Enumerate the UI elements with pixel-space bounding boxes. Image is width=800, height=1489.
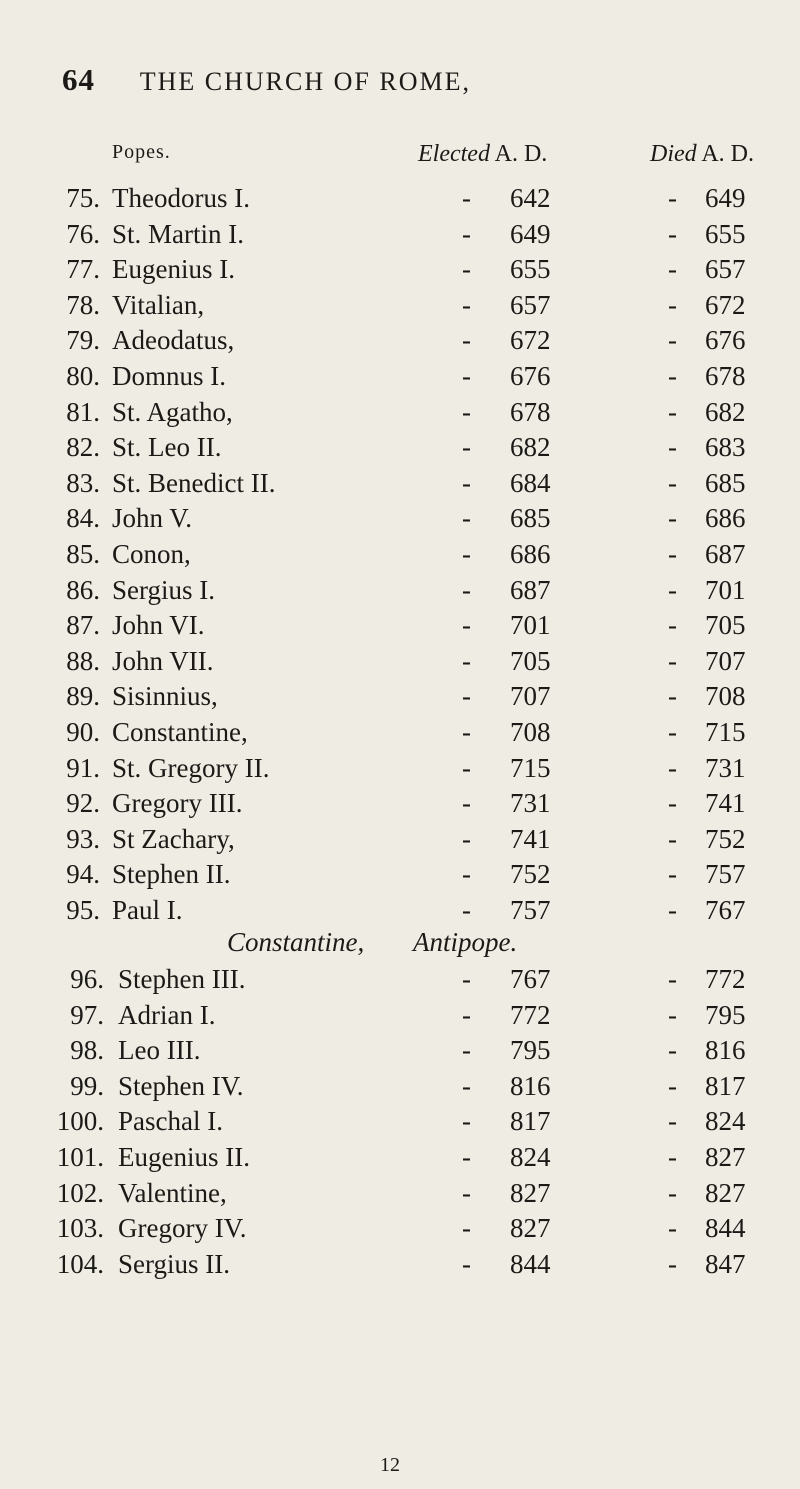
table-row — [0, 325, 800, 361]
pope-number: 103. — [56, 1213, 104, 1244]
antipope-note — [0, 927, 800, 963]
table-row — [0, 964, 800, 1000]
elected-year: 772 — [510, 999, 551, 1030]
died-year: 795 — [705, 999, 746, 1030]
died-year: 683 — [705, 432, 746, 463]
table-row — [0, 539, 800, 575]
dash-separator: - — [668, 574, 677, 605]
elected-year: 686 — [510, 538, 551, 569]
table-row — [0, 432, 800, 468]
died-year: 685 — [705, 467, 746, 498]
dash-separator: - — [462, 645, 471, 676]
dash-separator: - — [668, 503, 677, 534]
elected-year: 827 — [510, 1213, 551, 1244]
dash-separator: - — [668, 823, 677, 854]
pope-name: St. Benedict II. — [112, 467, 276, 498]
table-row — [0, 575, 800, 611]
dash-separator: - — [668, 432, 677, 463]
dash-separator: - — [462, 894, 471, 925]
running-title: THE CHURCH OF ROME, — [139, 67, 471, 96]
died-year: 655 — [705, 218, 746, 249]
dash-separator: - — [668, 360, 677, 391]
died-year: 676 — [705, 325, 746, 356]
pope-name: St. Leo II. — [112, 432, 222, 463]
dash-separator: - — [462, 396, 471, 427]
died-year: 657 — [705, 254, 746, 285]
table-row — [0, 788, 800, 824]
table-row — [0, 503, 800, 539]
pope-name: John VII. — [112, 645, 214, 676]
dash-separator: - — [462, 538, 471, 569]
table-row — [0, 1213, 800, 1249]
elected-year: 708 — [510, 716, 551, 747]
dash-separator: - — [668, 859, 677, 890]
elected-year: 705 — [510, 645, 551, 676]
elected-year: 655 — [510, 254, 551, 285]
elected-year: 741 — [510, 823, 551, 854]
dash-separator: - — [462, 218, 471, 249]
pope-name: Sergius I. — [112, 574, 216, 605]
died-year: 816 — [705, 1035, 746, 1066]
elected-year: 824 — [510, 1141, 551, 1172]
pope-name: Eugenius II. — [118, 1141, 250, 1172]
table-row — [0, 361, 800, 397]
dash-separator: - — [462, 183, 471, 213]
pope-number: 83. — [66, 467, 100, 498]
pope-name: St. Gregory II. — [112, 752, 270, 783]
died-year: 686 — [705, 503, 746, 534]
pope-name: Paschal I. — [118, 1106, 223, 1137]
pope-number: 87. — [66, 610, 100, 641]
table-row — [0, 468, 800, 504]
table-row — [0, 1142, 800, 1178]
pope-number: 102. — [56, 1177, 104, 1208]
pope-number: 101. — [56, 1141, 104, 1172]
elected-year: 687 — [510, 574, 551, 605]
table-row — [0, 753, 800, 789]
pope-name: Gregory IV. — [118, 1213, 247, 1244]
pope-name: Valentine, — [118, 1177, 227, 1208]
elected-year: 752 — [510, 859, 551, 890]
dash-separator: - — [462, 325, 471, 356]
dash-separator: - — [668, 1141, 677, 1172]
pope-name: Adeodatus, — [112, 325, 235, 356]
dash-separator: - — [668, 396, 677, 427]
elected-year: 701 — [510, 610, 551, 641]
pope-name: Stephen II. — [112, 859, 231, 890]
pope-number: 89. — [66, 681, 100, 712]
table-row — [0, 290, 800, 326]
died-year: 824 — [705, 1106, 746, 1137]
dash-separator: - — [668, 681, 677, 712]
dash-separator: - — [462, 964, 471, 994]
died-year: 752 — [705, 823, 746, 854]
table-row — [0, 824, 800, 860]
pope-number: 85. — [66, 538, 100, 569]
pope-number: 90. — [66, 716, 100, 747]
elected-year: 672 — [510, 325, 551, 356]
died-year: 741 — [705, 788, 746, 819]
dash-separator: - — [668, 218, 677, 249]
died-year: 672 — [705, 289, 746, 320]
pope-number: 104. — [56, 1248, 104, 1279]
died-year: 767 — [705, 894, 746, 925]
elected-year: 676 — [510, 360, 551, 391]
pope-number: 77. — [66, 254, 100, 285]
antipope-label: Antipope. — [413, 927, 518, 957]
elected-year: 685 — [510, 503, 551, 534]
elected-year: 844 — [510, 1248, 551, 1279]
pope-name: Constantine, — [112, 716, 248, 747]
dash-separator: - — [462, 1177, 471, 1208]
elected-year: 757 — [510, 894, 551, 925]
pope-name: Sisinnius, — [112, 681, 218, 712]
dash-separator: - — [668, 538, 677, 569]
pope-number: 76. — [66, 218, 100, 249]
died-column-header — [650, 141, 754, 168]
table-row — [0, 219, 800, 255]
pope-name: Stephen III. — [118, 964, 246, 994]
elected-word: Elected — [418, 141, 490, 167]
dash-separator: - — [462, 503, 471, 534]
died-year: 687 — [705, 538, 746, 569]
dash-separator: - — [668, 289, 677, 320]
died-word: Died — [650, 141, 697, 167]
dash-separator: - — [462, 574, 471, 605]
pope-number: 95. — [66, 894, 100, 925]
elected-year: 816 — [510, 1070, 551, 1101]
table-row — [0, 646, 800, 682]
dash-separator: - — [668, 254, 677, 285]
dash-separator: - — [668, 1106, 677, 1137]
pope-number: 100. — [56, 1106, 104, 1137]
pope-name: Leo III. — [118, 1035, 201, 1066]
died-year: 705 — [705, 610, 746, 641]
elected-year: 827 — [510, 1177, 551, 1208]
dash-separator: - — [462, 752, 471, 783]
dash-separator: - — [462, 1106, 471, 1137]
elected-year: 767 — [510, 964, 551, 994]
table-row — [0, 254, 800, 290]
pope-name: Sergius II. — [118, 1248, 230, 1279]
dash-separator: - — [462, 1070, 471, 1101]
dash-separator: - — [668, 1213, 677, 1244]
pope-number: 91. — [66, 752, 100, 783]
elected-year: 715 — [510, 752, 551, 783]
popes-table-part-2 — [0, 964, 800, 1284]
died-year: 827 — [705, 1177, 746, 1208]
dash-separator: - — [668, 183, 677, 213]
pope-name: Theodorus I. — [112, 183, 250, 213]
died-year: 847 — [705, 1248, 746, 1279]
pope-number: 84. — [66, 503, 100, 534]
pope-name: Stephen IV. — [118, 1070, 244, 1101]
table-row — [0, 681, 800, 717]
pope-name: Conon, — [112, 538, 191, 569]
popes-table-part-1 — [0, 183, 800, 930]
pope-name: Adrian I. — [118, 999, 216, 1030]
died-year: 817 — [705, 1070, 746, 1101]
dash-separator: - — [462, 467, 471, 498]
dash-separator: - — [462, 289, 471, 320]
dash-separator: - — [462, 681, 471, 712]
pope-number: 75. — [66, 183, 100, 213]
table-row — [0, 183, 800, 219]
pope-name: St. Martin I. — [112, 218, 244, 249]
elected-year: 731 — [510, 788, 551, 819]
pope-name: Paul I. — [112, 894, 183, 925]
pope-name: John V. — [112, 503, 193, 534]
pope-number: 82. — [66, 432, 100, 463]
dash-separator: - — [668, 716, 677, 747]
pope-name: St. Agatho, — [112, 396, 233, 427]
dash-separator: - — [462, 610, 471, 641]
running-head — [62, 62, 471, 98]
column-headers — [0, 141, 800, 181]
dash-separator: - — [668, 964, 677, 994]
pope-number: 93. — [66, 823, 100, 854]
dash-separator: - — [462, 859, 471, 890]
dash-separator: - — [668, 788, 677, 819]
popes-column-header: Popes. — [112, 141, 171, 163]
signature-mark: 12 — [380, 1454, 400, 1476]
pope-number: 78. — [66, 289, 100, 320]
dash-separator: - — [462, 788, 471, 819]
elected-year: 795 — [510, 1035, 551, 1066]
elected-year: 817 — [510, 1106, 551, 1137]
table-row — [0, 1071, 800, 1107]
dash-separator: - — [668, 1035, 677, 1066]
died-year: 731 — [705, 752, 746, 783]
dash-separator: - — [668, 752, 677, 783]
pope-name: St Zachary, — [112, 823, 235, 854]
pope-number: 92. — [66, 788, 100, 819]
pope-name: John VI. — [112, 610, 205, 641]
pope-number: 79. — [66, 325, 100, 356]
table-row — [0, 859, 800, 895]
dash-separator: - — [462, 360, 471, 391]
pope-number: 88. — [66, 645, 100, 676]
dash-separator: - — [462, 1248, 471, 1279]
dash-separator: - — [668, 467, 677, 498]
dash-separator: - — [462, 1035, 471, 1066]
dash-separator: - — [668, 1177, 677, 1208]
dash-separator: - — [668, 999, 677, 1030]
elected-year: 649 — [510, 218, 551, 249]
pope-number: 98. — [70, 1035, 104, 1066]
dash-separator: - — [668, 610, 677, 641]
dash-separator: - — [668, 325, 677, 356]
elected-column-header — [418, 141, 547, 168]
table-row — [0, 717, 800, 753]
dash-separator: - — [462, 716, 471, 747]
dash-separator: - — [462, 1213, 471, 1244]
died-year: 715 — [705, 716, 746, 747]
died-year: 701 — [705, 574, 746, 605]
dash-separator: - — [462, 254, 471, 285]
elected-year: 657 — [510, 289, 551, 320]
pope-name: Gregory III. — [112, 788, 243, 819]
dash-separator: - — [668, 645, 677, 676]
pope-name: Vitalian, — [112, 289, 205, 320]
pope-name: Domnus I. — [112, 360, 226, 391]
dash-separator: - — [668, 1070, 677, 1101]
antipope-name: Constantine, — [227, 927, 365, 957]
pope-number: 97. — [70, 999, 104, 1030]
table-row — [0, 1035, 800, 1071]
died-year: 827 — [705, 1141, 746, 1172]
dash-separator: - — [462, 1141, 471, 1172]
pope-number: 86. — [66, 574, 100, 605]
dash-separator: - — [668, 1248, 677, 1279]
table-row — [0, 1000, 800, 1036]
dash-separator: - — [462, 999, 471, 1030]
died-year: 682 — [705, 396, 746, 427]
page-number: 64 — [62, 62, 95, 97]
died-year: 772 — [705, 964, 746, 994]
pope-name: Eugenius I. — [112, 254, 235, 285]
died-year: 844 — [705, 1213, 746, 1244]
died-year: 757 — [705, 859, 746, 890]
pope-number: 80. — [66, 360, 100, 391]
dash-separator: - — [462, 432, 471, 463]
pope-number: 81. — [66, 396, 100, 427]
elected-year: 642 — [510, 183, 551, 213]
table-row — [0, 610, 800, 646]
elected-year: 682 — [510, 432, 551, 463]
table-row — [0, 1249, 800, 1285]
table-row — [0, 895, 800, 931]
dash-separator: - — [668, 894, 677, 925]
elected-suffix: A. D. — [494, 141, 548, 167]
table-row — [0, 397, 800, 433]
elected-year: 684 — [510, 467, 551, 498]
table-row — [0, 1178, 800, 1214]
elected-year: 707 — [510, 681, 551, 712]
died-year: 708 — [705, 681, 746, 712]
died-year: 678 — [705, 360, 746, 391]
died-year: 707 — [705, 645, 746, 676]
table-row — [0, 1106, 800, 1142]
pope-number: 96. — [70, 964, 104, 994]
died-year: 649 — [705, 183, 746, 213]
dash-separator: - — [462, 823, 471, 854]
pope-number: 94. — [66, 859, 100, 890]
elected-year: 678 — [510, 396, 551, 427]
pope-number: 99. — [70, 1070, 104, 1101]
died-suffix: A. D. — [701, 141, 755, 167]
